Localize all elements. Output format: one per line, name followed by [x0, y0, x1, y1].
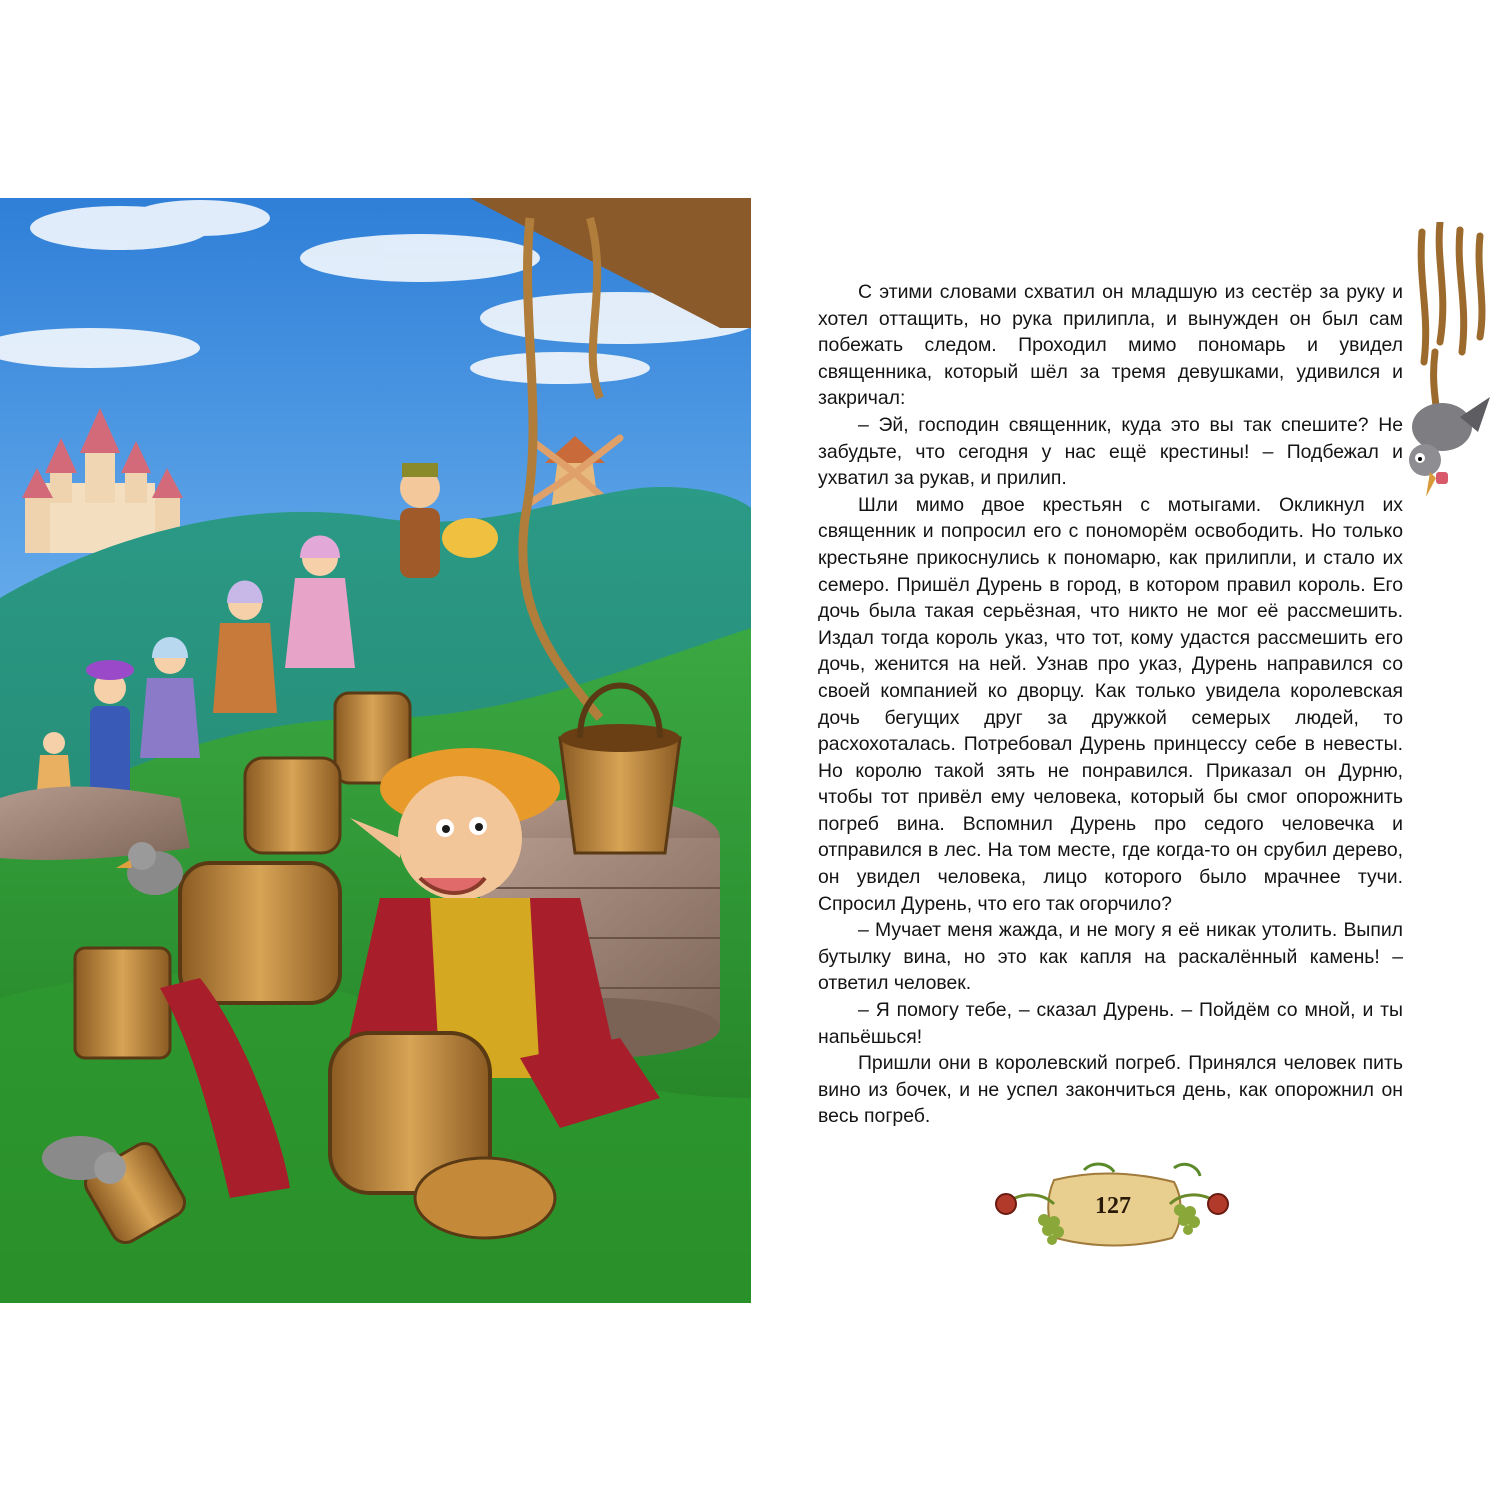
- stone-wall: [0, 786, 190, 860]
- seal-right: [1208, 1194, 1228, 1214]
- rope-crow-decoration: [1390, 222, 1500, 502]
- paragraph: – Мучает меня жажда, и не могу я её никак утолить. Выпил бутылку вина, но это как капля на раскалённый камень! – ответил человек.: [818, 919, 1403, 995]
- paragraph: – Я помогу тебе, – сказал Дурень. – Пойдём со мной, и ты напьёшься!: [818, 999, 1403, 1048]
- paragraph: С этими словами схватил он младшую из сестёр за руку и хотел оттащить, но рука прилипла, и вынужден он был сам побежать следом. Проходил мимо пономарь и увидел священника, который шёл за тремя девушками, удивился и закричал:: [818, 281, 1403, 410]
- page-number: 127: [1095, 1193, 1131, 1219]
- seal-left: [996, 1194, 1016, 1214]
- paragraph: – Эй, господин священник, куда это вы так спешите? Не забудьте, что сегодня у нас ещё крестины! – Подбежал и ухватил за рукав, и прилип.: [818, 413, 1403, 490]
- illustration-canvas: [0, 198, 751, 1303]
- paragraph: Пришли они в королевский погреб. Принялся человек пить вино из бочек, и не успел закончиться день, как опорожнил он весь погреб.: [818, 1052, 1403, 1128]
- crow-icon: [1409, 397, 1490, 497]
- paragraph: Шли мимо двое крестьян с мотыгами. Окликнул их священник и попросил его с пономорём освободить. Но только крестьяне прикоснулись к пономарю, как прилипли, и стало их семеро. Пришёл Дурень в город, в котором правил король. Его дочь была такая серьёзная, что никто не мог её рассмешить. Издал тогда король указ, что тот, кому удастся рассмешить его дочь, женится на ней. Узнав про указ, Дурень направился со своей компанией ко дворцу. Как только увидела королевская дочь бегущих друг за дружкой семерых людей, то расхохоталась. Потребовал Дурень принцессу себе в невесты. Но королю такой зять не понравился. Приказал он Дурню, чтобы тот привёл ему человека, который бы смог опорожнить погреб вина. Вспомнил Дурень про седого человечка и отправился в лес. На том месте, где когда-то он срубил дерево, он увидел человека, лицо которого было мрачнее тучи. Спросил Дурень, что его так огорчило?: [818, 493, 1403, 915]
- fairy-tale-illustration: [0, 198, 751, 1303]
- story-text: [818, 279, 1403, 1130]
